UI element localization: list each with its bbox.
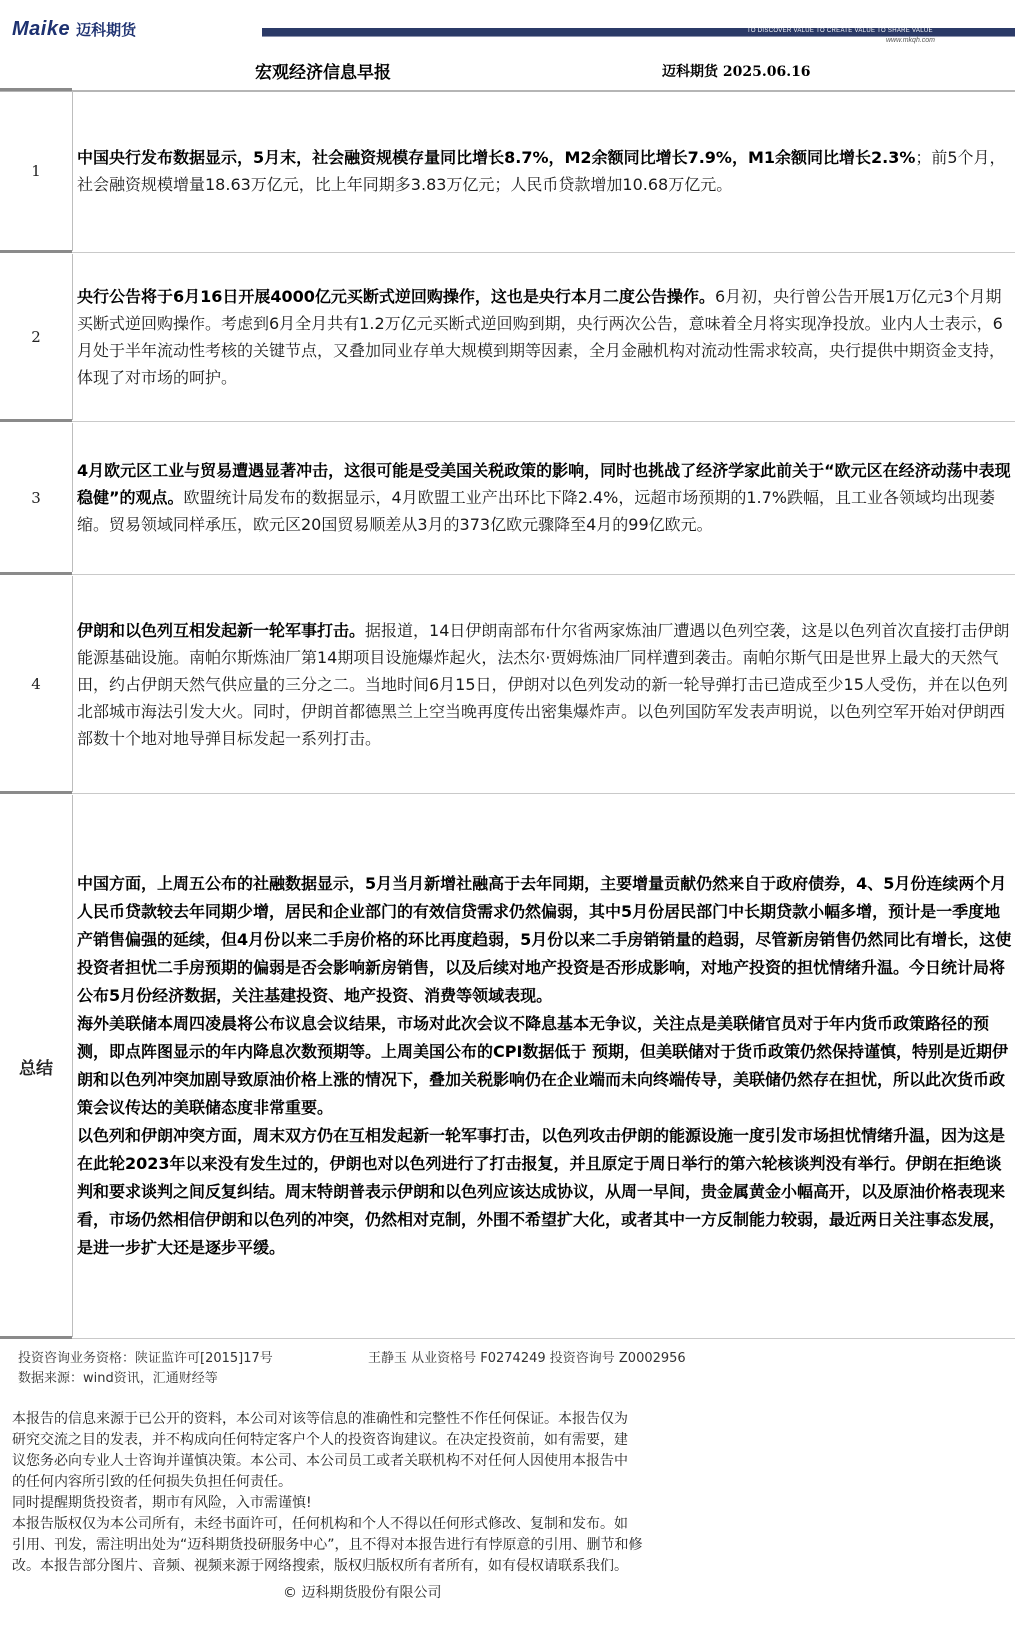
row-divider-accent [0, 1336, 72, 1339]
news-headline: 央行公告将于6月16日开展4000亿元买断式逆回购操作，这也是央行本月二度公告操作。 [77, 287, 715, 306]
news-row-3 [0, 423, 1015, 572]
row-divider [0, 421, 1015, 422]
summary-paragraph: 海外美联储本周四凌晨将公布议息会议结果，市场对此次会议不降息基本无争议，关注点是美联储官员对于年内货币政策路径的预测，即点阵图显示的年内降息次数预期等。上周美国公布的CPI数据低于 预期，但美联储对于货币政策仍然保持谨慎，特别是近期伊朗和以色列冲突加剧导致原油价格上涨的情况下，叠加关税影响仍在企业端而未向终端传导，美联储仍然存在担忧，所以此次货币政策会议传达的美联储态度非常重要。 [77, 1014, 1008, 1117]
row-divider [0, 252, 1015, 253]
row-content [73, 254, 1015, 420]
disclaimer-line: 本报告版权仅为本公司所有，未经书面许可，任何机构和个人不得以任何形式修改、复制和发布。如 [12, 1516, 628, 1532]
report-title-row [0, 50, 1015, 92]
summary-label: 总结 [0, 795, 73, 1337]
row-divider [0, 574, 1015, 575]
disclaimer-line: 研究交流之目的发表，并不构成向任何特定客户个人的投资咨询建议。在决定投资前，如有需要，建 [12, 1432, 628, 1448]
copyright-line: © 迈科期货股份有限公司 [283, 1585, 442, 1601]
disclaimer-line: 议您务必向专业人士咨询并谨慎决策。本公司、本公司员工或者关联机构不对任何人因使用本报告中 [12, 1453, 628, 1469]
summary-content [73, 795, 1015, 1337]
summary-paragraph: 以色列和伊朗冲突方面，周末双方仍在互相发起新一轮军事打击，以色列攻击伊朗的能源设施一度引发市场担忧情绪升温，因为这是在此轮2023年以来没有发生过的，伊朗也对以色列进行了打击报复，并且原定于周日举行的第六轮核谈判没有举行。伊朗在拒绝谈判和要求谈判之间反复纠结。周末特朗普表示伊朗和以色列应该达成协议，从周一早间，贵金属黄金小幅高开，以及原油价格表现来看，市场仍然相信伊朗和以色列的冲突，仍然相对克制，外围不希望扩大化，或者其中一方反制能力较弱，最近两日关注事态发展，是进一步扩大还是逐步平缓。 [77, 1126, 1006, 1257]
logo-wordmark: Maike [12, 18, 71, 40]
qualification-line: 投资咨询业务资格：陕证监许可[2015]17号 [18, 1351, 273, 1366]
news-row-1 [0, 91, 1015, 251]
row-content [73, 423, 1015, 572]
news-body: 6月初，央行曾公告开展1万亿元3个月期买断式逆回购操作。考虑到6月全月共有1.2万亿元买断式逆回购到期，央行两次公告，意味着全月将实现净投放。业内人士表示，6月处于半年流动性考核的关键节点，又叠加同业存单大规模到期等因素，全月金融机构对流动性需求较高，央行提供中期资金支持，体现了对市场的呵护。 [77, 287, 1006, 387]
row-content [73, 576, 1015, 792]
data-source-line: 数据来源：wind资讯，汇通财经等 [18, 1371, 218, 1386]
row-divider [0, 1338, 1015, 1339]
news-body: 欧盟统计局发布的数据显示，4月欧盟工业产出环比下降2.4%，远超市场预期的1.7%跌幅，且工业各领域均出现萎缩。贸易领域同样承压，欧元区20国贸易顺差从3月的373亿欧元骤降至4月的99亿欧元。 [77, 488, 996, 534]
row-index: 3 [0, 423, 73, 572]
header-slogan: TO DISCOVER VALUE TO CREATE VALUE TO SHARE VALUE [747, 28, 933, 34]
disclaimer-line: 改。本报告部分图片、音频、视频来源于网络搜索，版权归版权所有者所有，如有侵权请联系我们。 [12, 1558, 628, 1574]
disclaimer-line: 引用、刊发，需注明出处为“迈科期货投研服务中心”，且不得对本报告进行有悖原意的引用、删节和修 [12, 1537, 643, 1553]
disclaimer-line: 同时提醒期货投资者，期市有风险，入市需谨慎! [12, 1495, 312, 1511]
row-divider-accent [0, 419, 72, 422]
news-row-2 [0, 254, 1015, 420]
summary-paragraph: 中国方面，上周五公布的社融数据显示，5月当月新增社融高于去年同期，主要增量贡献仍然来自于政府债券，4、5月份连续两个月人民币贷款较去年同期少增，居民和企业部门的有效信贷需求仍然偏弱，其中5月份居民部门中长期贷款小幅多增，预计是一季度地产销售偏强的延续，但4月份以来二手房价格的环比再度趋弱，5月份以来二手房销销量的趋弱，尽管新房销售仍然同比有增长，这使投资者担忧二手房预期的偏弱是否会影响新房销售，以及后续对地产投资是否形成影响，对地产投资的担忧情绪升温。今日统计局将公布5月份经济数据，关注基建投资、地产投资、消费等领域表现。 [77, 874, 1012, 1005]
page-header [0, 0, 1015, 50]
news-headline: 4月欧元区工业与贸易遭遇显著冲击，这很可能是受美国关税政策的影响，同时也挑战了经济学家此前关于“欧元区在经济动荡中表现稳健”的观点。 [77, 461, 1011, 507]
row-divider-accent [0, 572, 72, 575]
analyst-line: 王静玉 从业资格号 F0274249 投资咨询号 Z0002956 [368, 1351, 686, 1366]
news-body: ；前5个月，社会融资规模增量18.63万亿元，比上年同期多3.83万亿元；人民币贷款增加10.68万亿元。 [77, 148, 1006, 194]
row-content [73, 91, 1015, 251]
logo-chinese-name: 迈科期货 [76, 21, 137, 39]
row-divider-accent [0, 250, 72, 253]
report-title: 宏观经济信息早报 [255, 63, 391, 83]
news-headline: 中国央行发布数据显示，5月末，社会融资规模存量同比增长8.7%，M2余额同比增长7.9%，M1余额同比增长2.3% [77, 148, 916, 167]
disclaimer-line: 的任何内容所引致的任何损失负担任何责任。 [12, 1474, 292, 1490]
news-row-4 [0, 576, 1015, 792]
disclaimer-line: 本报告的信息来源于已公开的资料，本公司对该等信息的准确性和完整性不作任何保证。本报告仅为 [12, 1411, 628, 1427]
report-company-date: 迈科期货 2025.06.16 [662, 64, 811, 80]
row-divider-accent [0, 791, 72, 794]
disclaimer-block [12, 1409, 742, 1577]
row-divider [0, 793, 1015, 794]
news-headline: 伊朗和以色列互相发起新一轮军事打击。 [77, 620, 366, 640]
news-body: 据报道，14日伊朗南部布什尔省两家炼油厂遭遇以色列空袭，这是以色列首次直接打击伊朗能源基础设施。南帕尔斯炼油厂第14期项目设施爆炸起火，法杰尔·贾姆炼油厂同样遭到袭击。南帕尔斯气田是世界上最大的天然气田，约占伊朗天然气供应量的三分之二。当地时间6月15日，伊朗对以色列发动的新一轮导弹打击已造成至少15人受伤，并在以色列北部城市海法引发大火。同时，伊朗首都德黑兰上空当晚再度传出密集爆炸声。以色列国防军发表声明说，以色列空军开始对伊朗西部数十个地对地导弹目标发起一系列打击。 [77, 620, 1010, 748]
header-website: www.mkqh.com [886, 37, 936, 44]
row-index: 1 [0, 91, 73, 251]
company-logo [12, 18, 136, 41]
row-index: 2 [0, 254, 73, 420]
summary-row [0, 795, 1015, 1337]
row-index: 4 [0, 576, 73, 792]
